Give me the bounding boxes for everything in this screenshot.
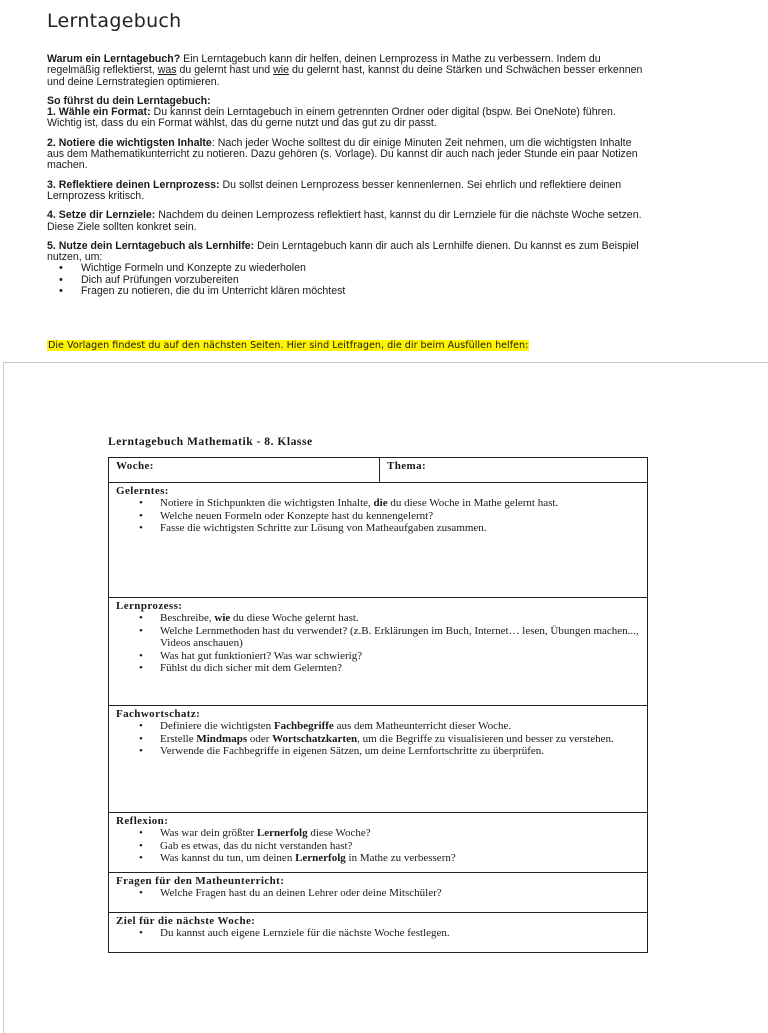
- fragen-list: [116, 887, 640, 899]
- reflexion-cell[interactable]: [109, 813, 648, 873]
- fachwortschatz-cell[interactable]: [109, 706, 648, 813]
- ziel-title: Ziel für die nächste Woche:: [116, 915, 256, 927]
- list-item: • Welche Lernmethoden hast du verwendet? (z.B. Erklärungen im Buch, Internet… lesen, Übungen machen..., Videos anschauen): [160, 625, 640, 650]
- ziel-list: [116, 927, 640, 939]
- document-title: Lerntagebuch: [47, 10, 182, 32]
- form-header-row: [109, 458, 648, 483]
- steps-block: [47, 96, 647, 130]
- step-5: 5. Nutze dein Lerntagebuch als Lernhilfe: Dein Lerntagebuch kann dir auch als Lernhilfe dienen. Du kannst es zum Beispiel nutzen, um:: [47, 239, 639, 264]
- step-5-list: [47, 263, 647, 297]
- fachwortschatz-list: [116, 720, 640, 757]
- list-item: • Definiere die wichtigsten Fachbegriffe aus dem Matheunterricht dieser Woche.: [160, 720, 640, 732]
- step-3: 3. Reflektiere deinen Lernprozess: Du sollst deinen Lernprozess besser kennenlernen. Sei ehrlich und reflektiere deinen Lernprozess kritisch.: [47, 178, 622, 202]
- list-item: • Was kannst du tun, um deinen Lernerfolg in Mathe zu verbessern?: [160, 852, 640, 864]
- list-item: • Was war dein größter Lernerfolg diese Woche?: [160, 827, 640, 839]
- fragen-row: [109, 873, 648, 913]
- list-item: • Welche Fragen hast du an deinen Lehrer oder deine Mitschüler?: [160, 887, 640, 899]
- list-item: • Was hat gut funktioniert? Was war schwierig?: [160, 650, 640, 662]
- woche-cell[interactable]: [109, 458, 380, 483]
- step-4-heading: 4. Setze dir Lernziele:: [47, 209, 156, 222]
- ziel-row: [109, 913, 648, 953]
- thema-cell[interactable]: [380, 458, 648, 483]
- list-item: • Welche neuen Formeln oder Konzepte hast du kennengelernt?: [160, 510, 640, 522]
- gelerntes-row: [109, 483, 648, 598]
- reflexion-list: [116, 827, 640, 864]
- reflexion-row: [109, 813, 648, 873]
- step-1-heading: 1. Wähle ein Format:: [47, 106, 151, 119]
- reflexion-title: Reflexion:: [116, 815, 169, 827]
- step-2-heading: 2. Notiere die wichtigsten Inhalte: [47, 136, 212, 149]
- why-heading: Warum ein Lerntagebuch?: [47, 53, 181, 65]
- list-item: • Fasse die wichtigsten Schritte zur Lösung von Matheaufgaben zusammen.: [160, 522, 640, 534]
- list-item: • Beschreibe, wie du diese Woche gelernt hast.: [160, 612, 640, 624]
- list-item: • Erstelle Mindmaps oder Wortschatzkarten, um die Begriffe zu visualisieren und besser zu verstehen.: [160, 733, 640, 745]
- list-item: • Notiere in Stichpunkten die wichtigsten Inhalte, die du diese Woche in Mathe gelernt hast.: [160, 497, 640, 509]
- highlighted-note: Die Vorlagen findest du auf den nächsten Seiten. Hier sind Leitfragen, die dir beim Ausfüllen helfen:: [48, 340, 529, 351]
- intro-text: [47, 54, 647, 297]
- lernprozess-list: [116, 612, 640, 674]
- ziel-cell[interactable]: [109, 913, 648, 953]
- gelerntes-title: Gelerntes:: [116, 485, 169, 497]
- journal-form-table: [108, 457, 648, 953]
- step-3-heading: 3. Reflektiere deinen Lernprozess:: [47, 178, 220, 191]
- fachwortschatz-title: Fachwortschatz:: [116, 708, 201, 720]
- why-paragraph: Warum ein Lerntagebuch? Ein Lerntagebuch kann dir helfen, deinen Lernprozess in Mathe zu verbessern. Indem du regelmäßig reflektierst, was du gelernt hast und wie du gelernt hast, kannst du deine Stärken und Schwächen besser erkennen und deine Lernstrategien optimieren.: [47, 53, 643, 88]
- thema-label: Thema:: [387, 460, 427, 472]
- gelerntes-list: [116, 497, 640, 534]
- fragen-title: Fragen für den Matheunterricht:: [116, 875, 285, 887]
- lernprozess-row: [109, 598, 648, 706]
- fachwortschatz-row: [109, 706, 648, 813]
- lernprozess-title: Lernprozess:: [116, 600, 183, 612]
- gelerntes-cell[interactable]: [109, 483, 648, 598]
- step-5-heading: 5. Nutze dein Lerntagebuch als Lernhilfe:: [47, 239, 255, 252]
- step-2: 2. Notiere die wichtigsten Inhalte: Nach jeder Woche solltest du dir einige Minuten Zeit nehmen, um die wichtigsten Inhalte aus dem Mathematikunterricht zu notieren. Dazu gehören (s. Vorlage). Du kannst dir auch nach jeder Stunde ein paar Notizen machen.: [47, 136, 638, 172]
- list-item: • Fühlst du dich sicher mit dem Gelernten?: [160, 662, 640, 674]
- list-item: • Gab es etwas, das du nicht verstanden hast?: [160, 840, 640, 852]
- list-item: • Verwende die Fachbegriffe in eigenen Sätzen, um deine Lernfortschritte zu überprüfen.: [160, 745, 640, 757]
- list-item: • Du kannst auch eigene Lernziele für die nächste Woche festlegen.: [160, 927, 640, 939]
- step-4: 4. Setze dir Lernziele: Nachdem du deinen Lernprozess reflektiert hast, kannst du dir Lernziele für die nächste Woche setzen. Diese Ziele sollten konkret sein.: [47, 209, 642, 233]
- list-item: • Dich auf Prüfungen vorzubereiten: [81, 275, 647, 286]
- form-title: Lerntagebuch Mathematik - 8. Klasse: [108, 435, 313, 448]
- how-heading: So führst du dein Lerntagebuch:: [47, 94, 211, 107]
- step-1-text: Du kannst dein Lerntagebuch in einem getrennten Ordner oder digital (bspw. Bei OneNote) führen. Wichtig ist, dass du ein Format wählst, das du gerne nutzt und das gut zu dir passt.: [47, 106, 616, 130]
- lernprozess-cell[interactable]: [109, 598, 648, 706]
- list-item: • Fragen zu notieren, die du im Unterricht klären möchtest: [81, 286, 647, 297]
- woche-label: Woche:: [116, 460, 154, 472]
- fragen-cell[interactable]: [109, 873, 648, 913]
- list-item: • Wichtige Formeln und Konzepte zu wiederholen: [81, 263, 647, 274]
